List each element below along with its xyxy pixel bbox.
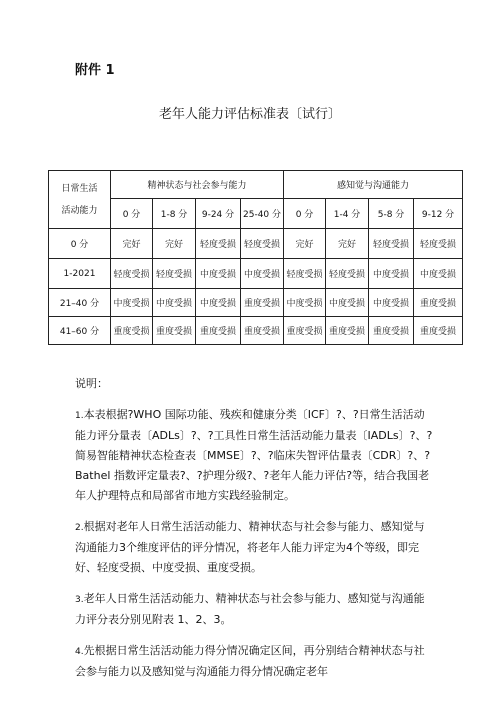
group-header-perception: 感知觉与沟通能力 [284,171,463,199]
subheader: 0 分 [284,199,326,229]
table-cell: 重度受损 [284,317,326,345]
table-cell: 完好 [153,229,196,259]
attachment-heading: 附件 1 [75,63,115,78]
subheader: 1-4 分 [326,199,369,229]
note-text: 先根据日常生活活动能力得分情况确定区间，再分别结合精神状态与社会参与能力以及感知觉与沟通能力得分情况确定老年 [75,644,425,678]
table-cell: 中度受损 [284,289,326,317]
table-cell: 中度受损 [153,289,196,317]
table-cell: 轻度受损 [196,229,241,259]
note-paragraph [75,405,435,506]
table-cell: 中度受损 [369,289,414,317]
row-label: 21–40 分 [49,289,111,317]
note-paragraph [75,641,435,682]
note-text: 本表根据?WHO 国际功能、残疾和健康分类〔ICF〕?、?日常生活活动能力评分量表〔ADLs〕?、?工具性日常生活活动能力量表〔IADLs〕?、?简易智能精神状态检查表〔MMSE〕?、?临床失智评估量表〔CDR〕?、?Bathel 指数评定量表?、?护理分级?、?老年人能力评估?等，结合我国老年人护理特点和局部省市地方实践经验制定。 [75,408,433,502]
table-row [49,259,463,289]
table-cell: 重度受损 [326,317,369,345]
row-label: 41–60 分 [49,317,111,345]
note-text: 根据对老年人日常生活活动能力、精神状态与社会参与能力、感知觉与沟通能力3个维度评估的评分情况，将老年人能力评定为4个等级，即完好、轻度受损、中度受损、重度受损。 [75,520,425,574]
table-cell: 完好 [326,229,369,259]
subheader: 9-12 分 [414,199,463,229]
table-cell: 轻度受损 [326,259,369,289]
table-cell: 中度受损 [326,289,369,317]
table-cell: 轻度受损 [369,229,414,259]
document-title: 老年人能力评估标准表〔试行〕 [158,107,341,122]
table-cell: 轻度受损 [414,229,463,259]
table-cell: 轻度受损 [153,259,196,289]
table-row [49,317,463,345]
table-cell: 完好 [284,229,326,259]
subheader: 0 分 [111,199,153,229]
table-cell: 重度受损 [369,317,414,345]
table-cell: 轻度受损 [241,229,284,259]
note-number: 2. [75,523,84,533]
table-cell: 重度受损 [414,317,463,345]
table-row [49,289,463,317]
table-cell: 重度受损 [153,317,196,345]
corner-header [49,171,111,229]
table-cell: 重度受损 [111,317,153,345]
corner-line-2: 活动能力 [61,205,98,216]
table-cell: 完好 [111,229,153,259]
row-label: 0 分 [49,229,111,259]
note-paragraph [75,517,435,578]
table-cell: 中度受损 [369,259,414,289]
assessment-table [48,170,463,345]
note-number: 1. [75,411,84,421]
notes-label: 说明： [75,377,108,390]
row-label: 1-2021 [49,259,111,289]
subheader: 9-24 分 [196,199,241,229]
table-cell: 重度受损 [196,317,241,345]
note-text: 老年人日常生活活动能力、精神状态与社会参与能力、感知觉与沟通能力评分表分别见附表 1、2、3。 [75,592,425,626]
table-cell: 中度受损 [196,289,241,317]
group-header-mental: 精神状态与社会参与能力 [111,171,284,199]
table-cell: 轻度受损 [111,259,153,289]
note-number: 3. [75,595,84,605]
note-paragraph [75,589,435,630]
note-number: 4. [75,647,84,657]
table-cell: 中度受损 [414,259,463,289]
subheader: 5-8 分 [369,199,414,229]
table-cell: 中度受损 [241,259,284,289]
table-row [49,229,463,259]
subheader: 1-8 分 [153,199,196,229]
corner-line-1: 日常生活 [61,183,98,194]
table-cell: 重度受损 [414,289,463,317]
notes-section [75,375,435,693]
table-cell: 重度受损 [241,289,284,317]
table-cell: 轻度受损 [284,259,326,289]
table-cell: 重度受损 [241,317,284,345]
subheader: 25-40 分 [241,199,284,229]
table-cell: 中度受损 [111,289,153,317]
table-cell: 中度受损 [196,259,241,289]
